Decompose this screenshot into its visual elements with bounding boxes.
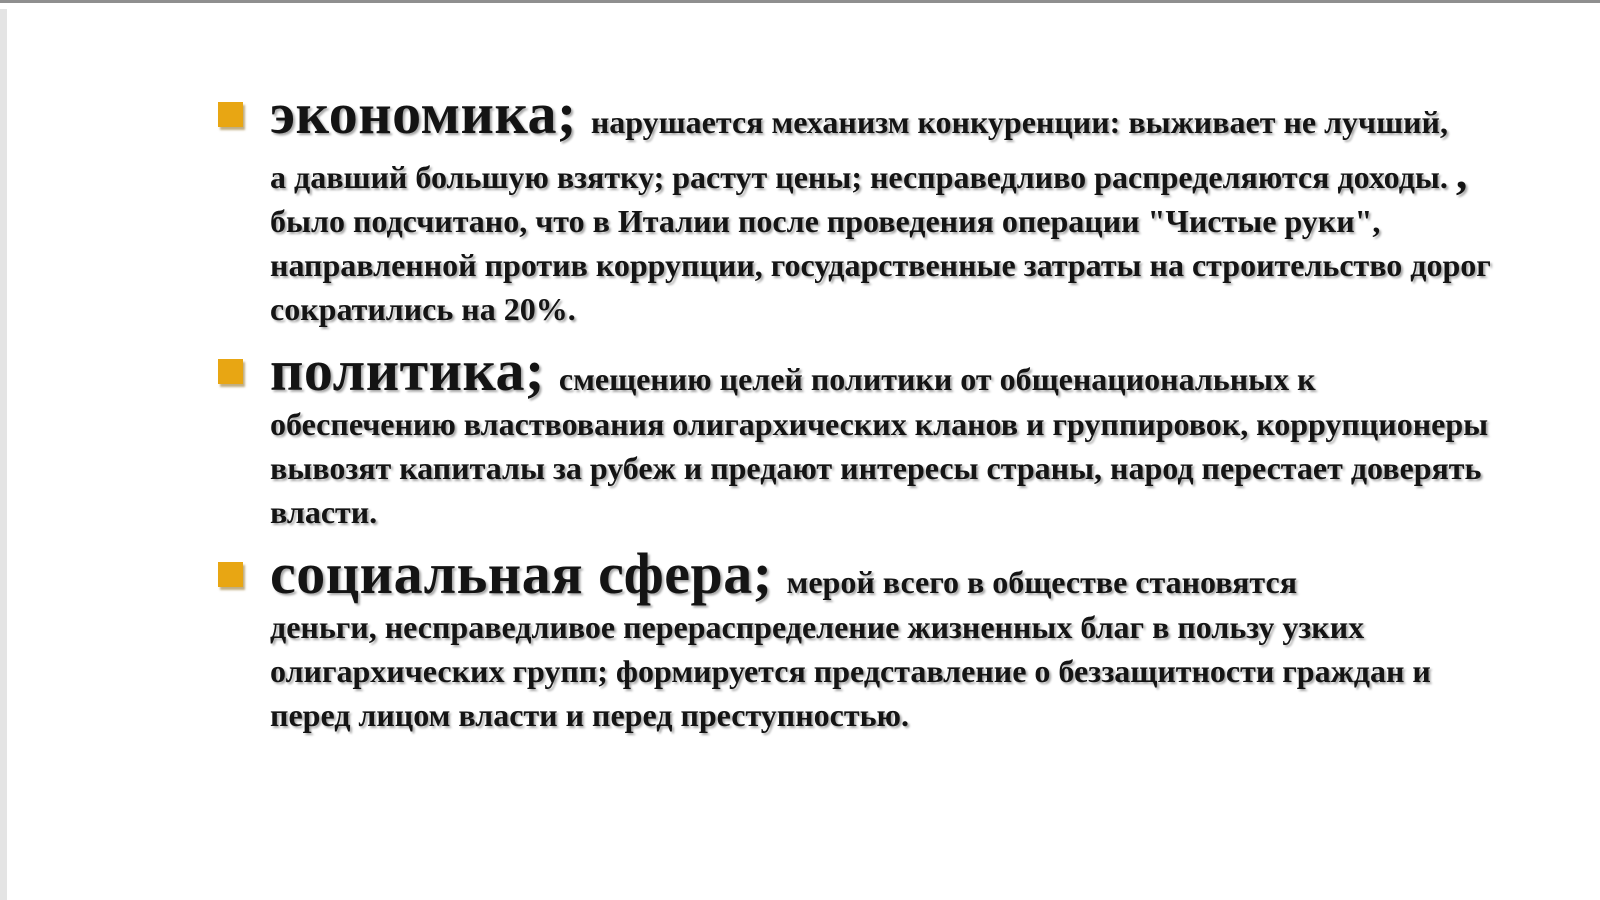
slide-left-edge bbox=[0, 9, 7, 900]
item-heading: политика; bbox=[270, 337, 545, 403]
list-item-politics bbox=[218, 337, 1493, 534]
item-lead: мерой всего в обществе становятся bbox=[786, 563, 1298, 600]
item-text bbox=[270, 81, 1493, 331]
big-comma: , bbox=[1455, 146, 1468, 198]
list-item-social bbox=[218, 540, 1493, 737]
item-body2: было подсчитано, что в Италии после проведения операции "Чистые руки", направленной против коррупции, государственные затраты на строительство дорог сократились на 20%. bbox=[270, 202, 1491, 327]
item-first-line bbox=[270, 81, 1493, 146]
bullet-square bbox=[218, 562, 243, 587]
bullet-square bbox=[218, 359, 243, 384]
item-text bbox=[270, 337, 1493, 534]
item-lead: смещению целей политики от общенациональных к bbox=[558, 360, 1316, 397]
item-body: деньги, несправедливое перераспределение жизненных благ в пользу узких олигархических групп; формируется представление о беззащитности граждан и перед лицом власти и перед преступностью. bbox=[270, 608, 1431, 733]
list-item-economy bbox=[218, 81, 1493, 331]
item-body: а давший большую взятку; растут цены; несправедливо распределяются доходы. , было подсчитано, что в Италии после проведения операции "Чистые руки", направленной против коррупции, государственные затраты на строительство дорог сократились на 20%. bbox=[270, 146, 1491, 327]
item-heading: социальная сфера; bbox=[270, 540, 773, 606]
item-heading: экономика; bbox=[270, 81, 577, 146]
bullet-square bbox=[218, 102, 243, 127]
item-text bbox=[270, 540, 1493, 737]
item-lead: нарушается механизм конкуренции: выживает не лучший, bbox=[590, 104, 1448, 140]
bullet-list bbox=[218, 81, 1493, 747]
item-first-line bbox=[270, 337, 1493, 403]
item-body: обеспечению властвования олигархических кланов и группировок, коррупционеры вывозят капиталы за рубеж и предают интересы страны, народ перестает доверять власти. bbox=[270, 405, 1489, 530]
slide-top-border bbox=[0, 0, 1600, 3]
item-first-line bbox=[270, 540, 1493, 606]
